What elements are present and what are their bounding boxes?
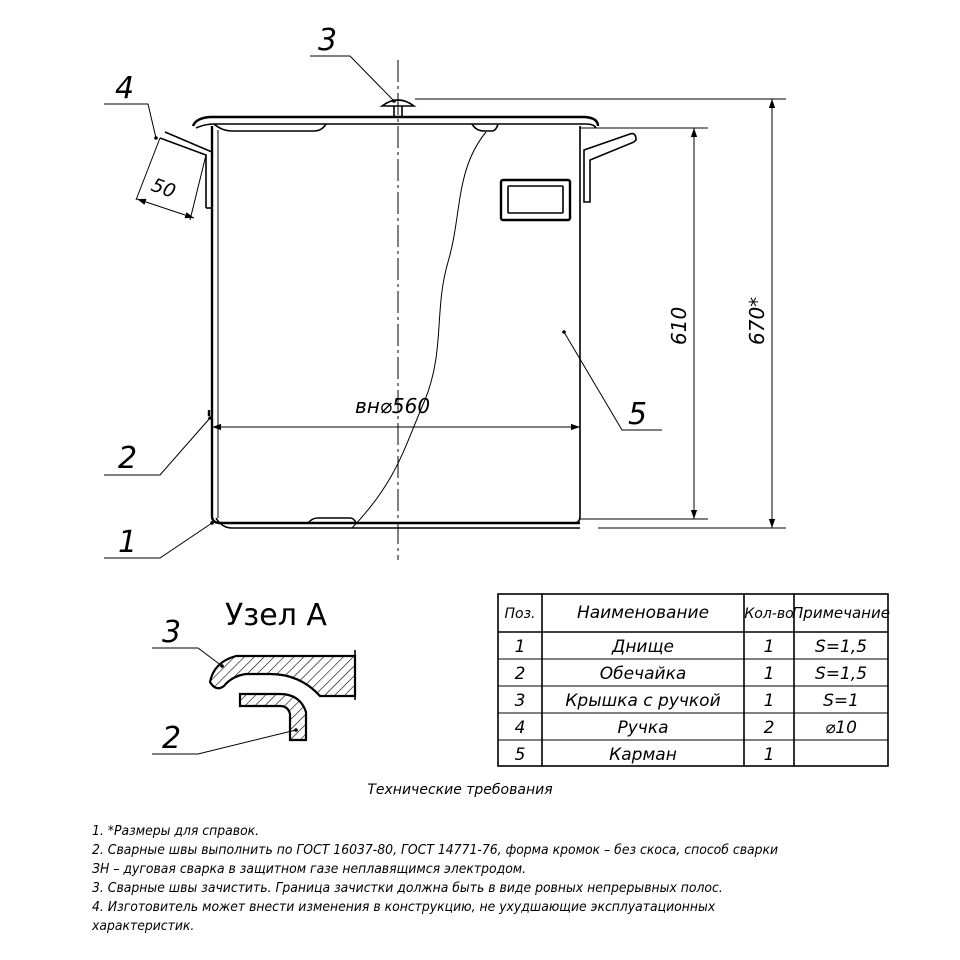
- table-cell-note: S=1: [823, 691, 859, 711]
- height-670-label: 670*: [745, 296, 769, 345]
- table-cell-name: Крышка с ручкой: [565, 691, 721, 711]
- table-header-pos: Поз.: [504, 606, 536, 622]
- table-cell-pos: 5: [514, 745, 526, 765]
- table-cell-qty: 1: [763, 745, 775, 765]
- dimensions: [136, 99, 786, 528]
- table-cell-name: Днище: [612, 637, 674, 657]
- table-row: [515, 637, 867, 657]
- right-handle: [584, 134, 636, 202]
- table-header-name: Наименование: [576, 603, 710, 623]
- callout-handle: 4: [115, 71, 135, 106]
- detail-cover-section: [210, 656, 355, 696]
- table-cell-pos: 2: [514, 664, 526, 684]
- table-cell-note: S=1,5: [814, 664, 868, 684]
- detail-shell-section: [240, 694, 306, 740]
- shell-left-wall: [212, 126, 220, 523]
- detail-a: [152, 598, 355, 756]
- table-cell-pos: 4: [514, 718, 526, 738]
- table-header-note: Примечание: [792, 604, 890, 622]
- detail-callout-cover: 3: [162, 615, 182, 650]
- requirement-item: 3. Сварные швы зачистить. Граница зачистки должна быть в виде ровных непрерывных полос.: [92, 880, 723, 896]
- table-cell-qty: 1: [763, 664, 775, 684]
- requirement-item: 2. Сварные швы выполнить по ГОСТ 16037-80, ГОСТ 14771-76, форма кромок – без скоса, способ сварки ЗН – дуговая сварка в защитном газе неплавящимся электродом.: [92, 842, 779, 877]
- section-break-line: [352, 132, 486, 528]
- callout-cover: 3: [318, 23, 338, 58]
- callout-bottom: 1: [118, 525, 138, 560]
- handle-50-label: 50: [148, 174, 179, 203]
- pocket: [501, 180, 570, 220]
- table-row: [515, 691, 859, 711]
- table-row: [515, 745, 775, 765]
- table-row: [515, 664, 867, 684]
- table-cell-pos: 1: [514, 637, 526, 657]
- table-cell-note: S=1,5: [814, 637, 868, 657]
- table-row: [515, 718, 857, 738]
- callout-shell: 2: [118, 441, 138, 476]
- container-view: [160, 60, 636, 560]
- table-cell-qty: 2: [763, 718, 775, 738]
- handle-50-dim-line: [137, 199, 194, 218]
- requirement-item: 4. Изготовитель может внести изменения в конструкцию, не ухудшающие эксплуатационных характеристик.: [92, 899, 716, 934]
- table-cell-qty: 1: [763, 637, 775, 657]
- table-cell-pos: 3: [514, 691, 526, 711]
- table-header-qty: Кол-во: [744, 606, 794, 622]
- detail-title: Узел А: [225, 598, 327, 633]
- callouts: [104, 23, 662, 560]
- requirements-title: Технические требования: [367, 782, 553, 798]
- shell-right-wall: [574, 126, 580, 523]
- diameter-label: вн⌀560: [355, 394, 431, 418]
- requirement-item: 1. *Размеры для справок.: [92, 823, 260, 839]
- table-cell-name: Ручка: [617, 718, 669, 738]
- detail-callout-shell: 2: [162, 721, 182, 756]
- parts-table: [498, 594, 890, 766]
- table-cell-name: Карман: [609, 745, 677, 765]
- height-610-label: 610: [667, 306, 691, 345]
- table-cell-qty: 1: [763, 691, 775, 711]
- callout-pocket: 5: [628, 397, 648, 432]
- table-cell-note: ⌀10: [825, 718, 857, 738]
- requirements-list: [92, 822, 791, 936]
- table-cell-name: Обечайка: [599, 664, 687, 684]
